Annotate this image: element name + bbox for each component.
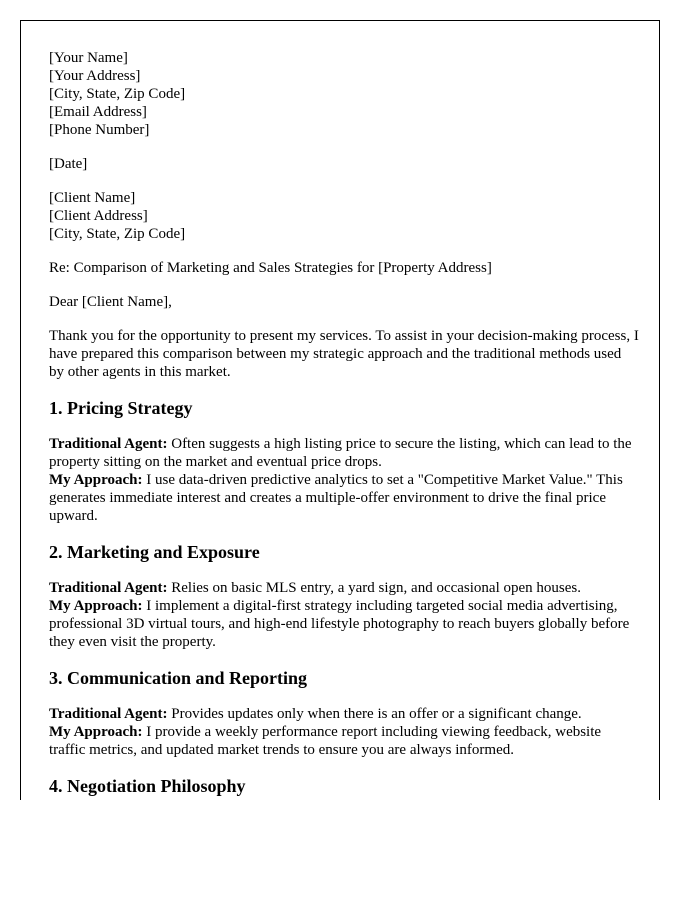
section-pricing	[49, 435, 639, 525]
recipient-address: [Client Address]	[49, 208, 148, 224]
traditional-text: Often suggests a high listing price to secure the listing, which can lead to the property sitting on the market and eventual price drops.	[49, 436, 632, 470]
section-heading-pricing: 1. Pricing Strategy	[49, 398, 193, 418]
section-heading-marketing: 2. Marketing and Exposure	[49, 542, 260, 562]
date-block	[49, 155, 639, 173]
section-heading-communication: 3. Communication and Reporting	[49, 668, 308, 688]
traditional-paragraph	[49, 579, 639, 597]
traditional-text: Provides updates only when there is an offer or a significant change.	[167, 706, 582, 722]
section-marketing	[49, 579, 639, 651]
traditional-label: Traditional Agent:	[49, 436, 168, 452]
approach-label: My Approach:	[49, 598, 143, 614]
letter-content	[49, 49, 639, 800]
traditional-paragraph	[49, 705, 639, 723]
intro-paragraph: Thank you for the opportunity to present my services. To assist in your decision-making process, I have prepared this comparison between my strategic approach and the traditional methods used by other agents in this market.	[49, 328, 639, 380]
traditional-label: Traditional Agent:	[49, 706, 168, 722]
traditional-label: Traditional Agent:	[49, 580, 168, 596]
sender-phone: [Phone Number]	[49, 122, 150, 138]
salutation: Dear [Client Name],	[49, 294, 172, 310]
approach-text: I implement a digital-first strategy including targeted social media advertising, professional 3D virtual tours, and high-end lifestyle photography to reach buyers globally before they even visit the property.	[49, 598, 630, 650]
approach-text: I use data-driven predictive analytics to set a "Competitive Market Value." This generates immediate interest and creates a multiple-offer environment to drive the final price upward.	[49, 472, 623, 524]
subject-line: Re: Comparison of Marketing and Sales Strategies for [Property Address]	[49, 260, 492, 276]
approach-label: My Approach:	[49, 724, 143, 740]
approach-paragraph	[49, 597, 639, 651]
section-communication	[49, 705, 639, 759]
sender-address: [Your Address]	[49, 68, 141, 84]
approach-paragraph	[49, 471, 639, 525]
approach-paragraph	[49, 723, 639, 759]
section-heading-negotiation: 4. Negotiation Philosophy	[49, 776, 246, 796]
sender-city-state-zip: [City, State, Zip Code]	[49, 86, 186, 102]
sender-email: [Email Address]	[49, 104, 147, 120]
sender-name: [Your Name]	[49, 50, 128, 66]
traditional-text: Relies on basic MLS entry, a yard sign, and occasional open houses.	[167, 580, 582, 596]
approach-label: My Approach:	[49, 472, 143, 488]
recipient-city-state-zip: [City, State, Zip Code]	[49, 226, 186, 242]
traditional-paragraph	[49, 435, 639, 471]
recipient-block	[49, 189, 639, 243]
recipient-name: [Client Name]	[49, 190, 136, 206]
letter-date: [Date]	[49, 156, 88, 172]
sender-block	[49, 49, 639, 139]
approach-text: I provide a weekly performance report including viewing feedback, website traffic metrics, and updated market trends to ensure you are always informed.	[49, 724, 602, 758]
letter-page	[20, 20, 660, 800]
